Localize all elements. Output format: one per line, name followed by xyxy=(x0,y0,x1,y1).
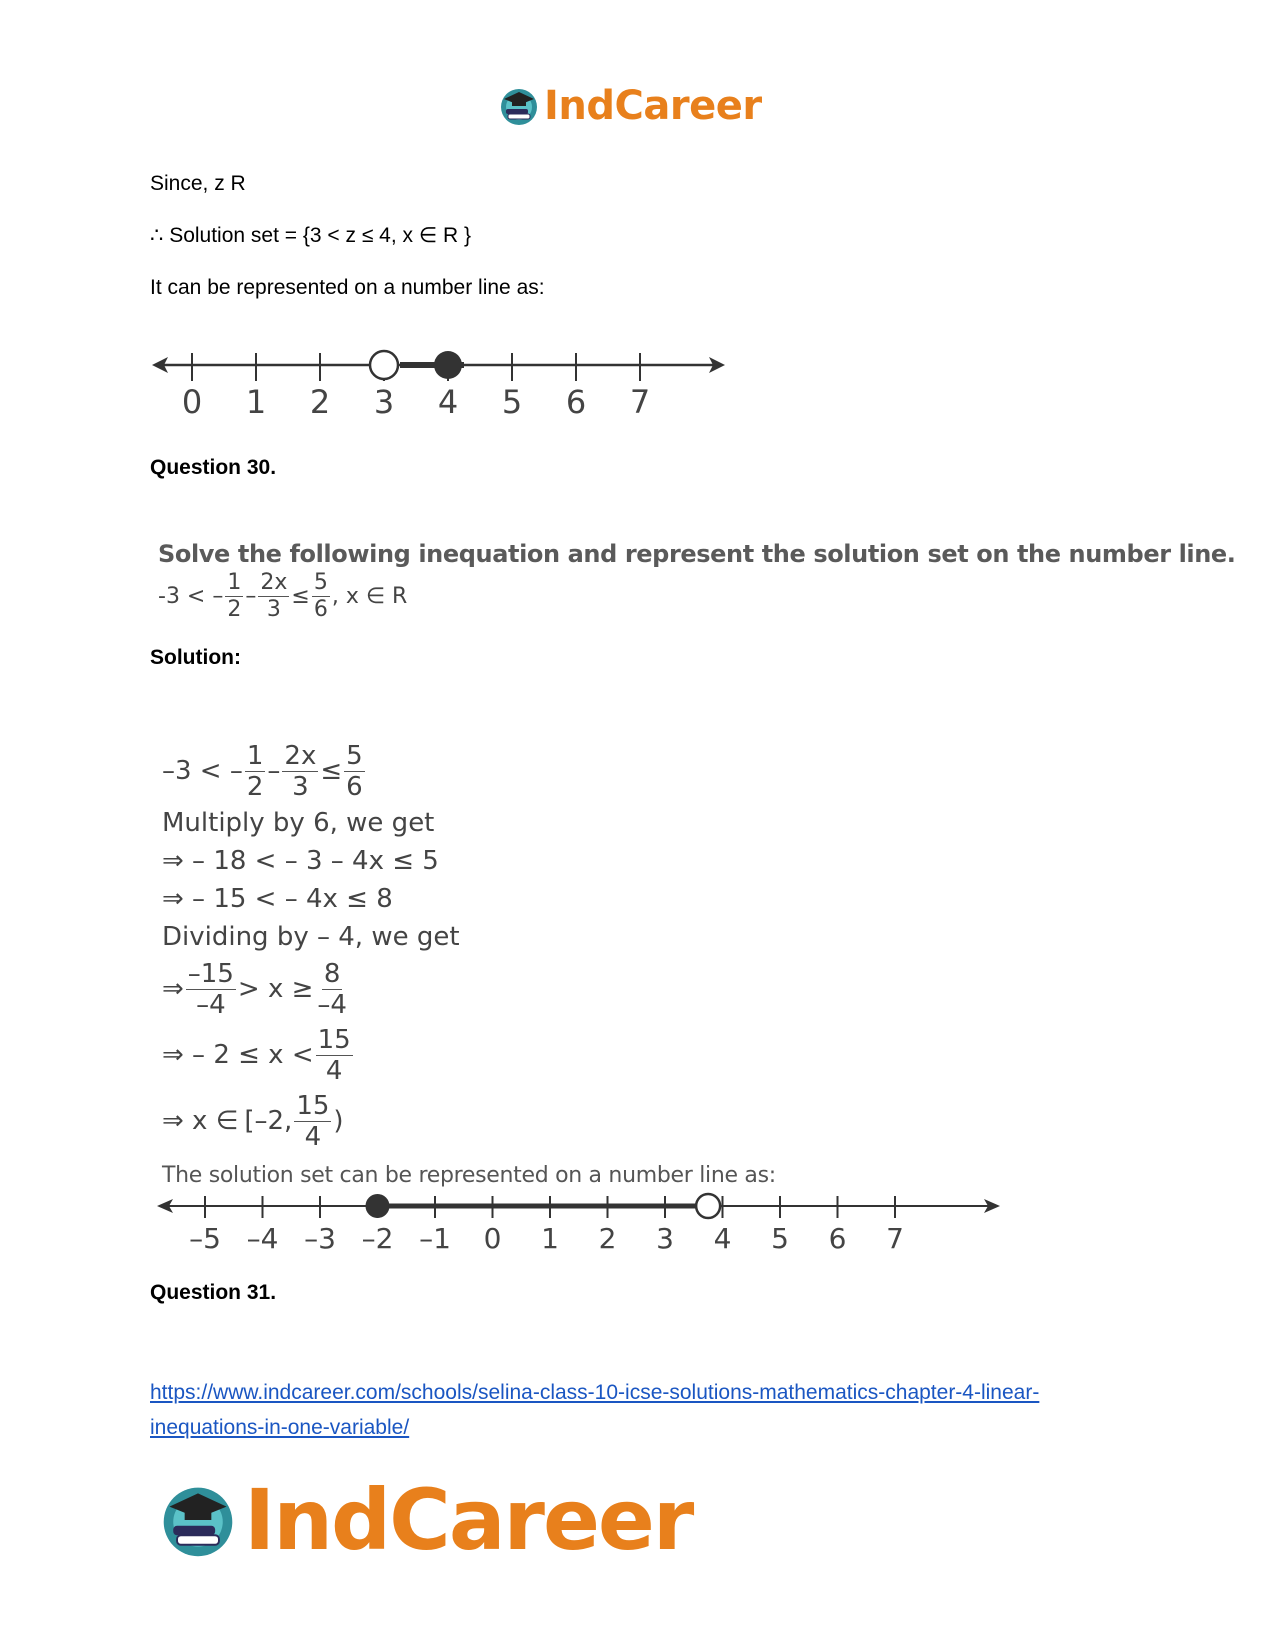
number-line-caption: The solution set can be represented on a number line as: xyxy=(162,1163,776,1188)
solution-line-4: ⇒ – 15 < – 4x ≤ 8 xyxy=(162,884,393,914)
para-since: Since, z R xyxy=(150,172,246,195)
le-sign: ≤ xyxy=(291,584,310,609)
tick-label: –4 xyxy=(246,1222,279,1255)
open-point xyxy=(370,351,398,379)
fraction: $\frac{15}{4}$ xyxy=(317,1024,351,1086)
ineq-lhs: -3 < – xyxy=(158,584,224,609)
ineq-tail: , x ∈ R xyxy=(331,584,408,609)
solution-line-8: ⇒ x ∈ [–2, $\frac{15}{4}$ ) xyxy=(162,1090,344,1152)
fraction: $\frac{8}{-4}$ xyxy=(317,958,347,1020)
tick-label: –3 xyxy=(304,1222,336,1255)
tick-label: 1 xyxy=(245,383,267,421)
tick-label: 3 xyxy=(656,1222,674,1255)
tick-label: 4 xyxy=(713,1222,732,1255)
footer-logo-text: IndCareer xyxy=(244,1471,693,1569)
tick-label: 2 xyxy=(309,383,331,421)
tick-label: 2 xyxy=(598,1222,617,1255)
fraction: $\frac{1}{2}$ xyxy=(246,740,264,802)
logo-text: IndCareer xyxy=(544,83,762,129)
open-point xyxy=(696,1194,720,1218)
question-30-statement: Solve the following inequation and represent the solution set on the number line. xyxy=(158,540,1236,568)
source-link[interactable]: https://www.indcareer.com/schools/selina-class-10-icse-solutions-mathematics-chapter-4-linear-inequations-in-one-variable/ xyxy=(150,1381,1040,1439)
question-31-heading: Question 31. xyxy=(150,1281,277,1304)
solution-line-6: ⇒ $\frac{-15}{-4}$ > x ≥ $\frac{8}{-4}$ xyxy=(162,958,347,1020)
tick-label: 0 xyxy=(483,1222,502,1255)
tick-label: 7 xyxy=(886,1222,904,1255)
closed-point xyxy=(434,351,462,379)
closed-point xyxy=(366,1194,390,1218)
minus-sign: – xyxy=(245,584,257,609)
tick-label: 1 xyxy=(541,1222,559,1255)
fraction: $\frac{5}{6}$ xyxy=(346,740,363,802)
question-30-statement-block xyxy=(158,540,1236,621)
number-line-1 xyxy=(150,345,730,435)
question-30-heading: Question 30. xyxy=(150,456,277,479)
tick-label: 3 xyxy=(373,383,395,421)
solution-line-5: Dividing by – 4, we get xyxy=(162,922,460,952)
graduation-cap-books-icon xyxy=(498,85,540,127)
graduation-cap-books-icon xyxy=(158,1480,238,1560)
solution-line-2: Multiply by 6, we get xyxy=(162,808,435,838)
solution-line-3: ⇒ – 18 < – 3 – 4x ≤ 5 xyxy=(162,846,439,876)
fraction: $\frac{-15}{-4}$ xyxy=(187,958,234,1020)
header-logo[interactable] xyxy=(498,78,778,134)
tick-label: –2 xyxy=(361,1222,394,1255)
para-number-line: It can be represented on a number line as: xyxy=(150,276,545,299)
fraction: $\frac{5}{6}$ xyxy=(313,570,328,622)
tick-label: 5 xyxy=(771,1222,789,1255)
tick-label: 6 xyxy=(828,1222,847,1255)
tick-label: 0 xyxy=(181,383,203,421)
solution-heading: Solution: xyxy=(150,646,241,669)
number-line-2 xyxy=(155,1190,1005,1270)
question-30-inequation xyxy=(158,572,1236,621)
tick-label: 7 xyxy=(629,383,651,421)
tick-label: 5 xyxy=(501,383,523,421)
tick-label: 6 xyxy=(565,383,587,421)
tick-label: –1 xyxy=(419,1222,451,1255)
para-solution-set: ∴ Solution set = {3 < z ≤ 4, x ∈ R } xyxy=(150,224,472,247)
solution-line-7: ⇒ – 2 ≤ x < $\frac{15}{4}$ xyxy=(162,1024,351,1086)
footer-logo[interactable] xyxy=(158,1465,718,1575)
tick-label: 4 xyxy=(437,383,459,421)
fraction: $\frac{15}{4}$ xyxy=(296,1090,330,1152)
fraction: $\frac{2x}{3}$ xyxy=(260,570,288,622)
tick-label: –5 xyxy=(189,1222,221,1255)
fraction: $\frac{2x}{3}$ xyxy=(284,740,317,802)
fraction: $\frac{1}{2}$ xyxy=(227,570,242,622)
solution-line-1: –3 < – $\frac{1}{2}$ – $\frac{2x}{3}$ ≤ $\frac{5}{6}$ xyxy=(162,740,363,802)
solution-steps xyxy=(162,738,460,1154)
